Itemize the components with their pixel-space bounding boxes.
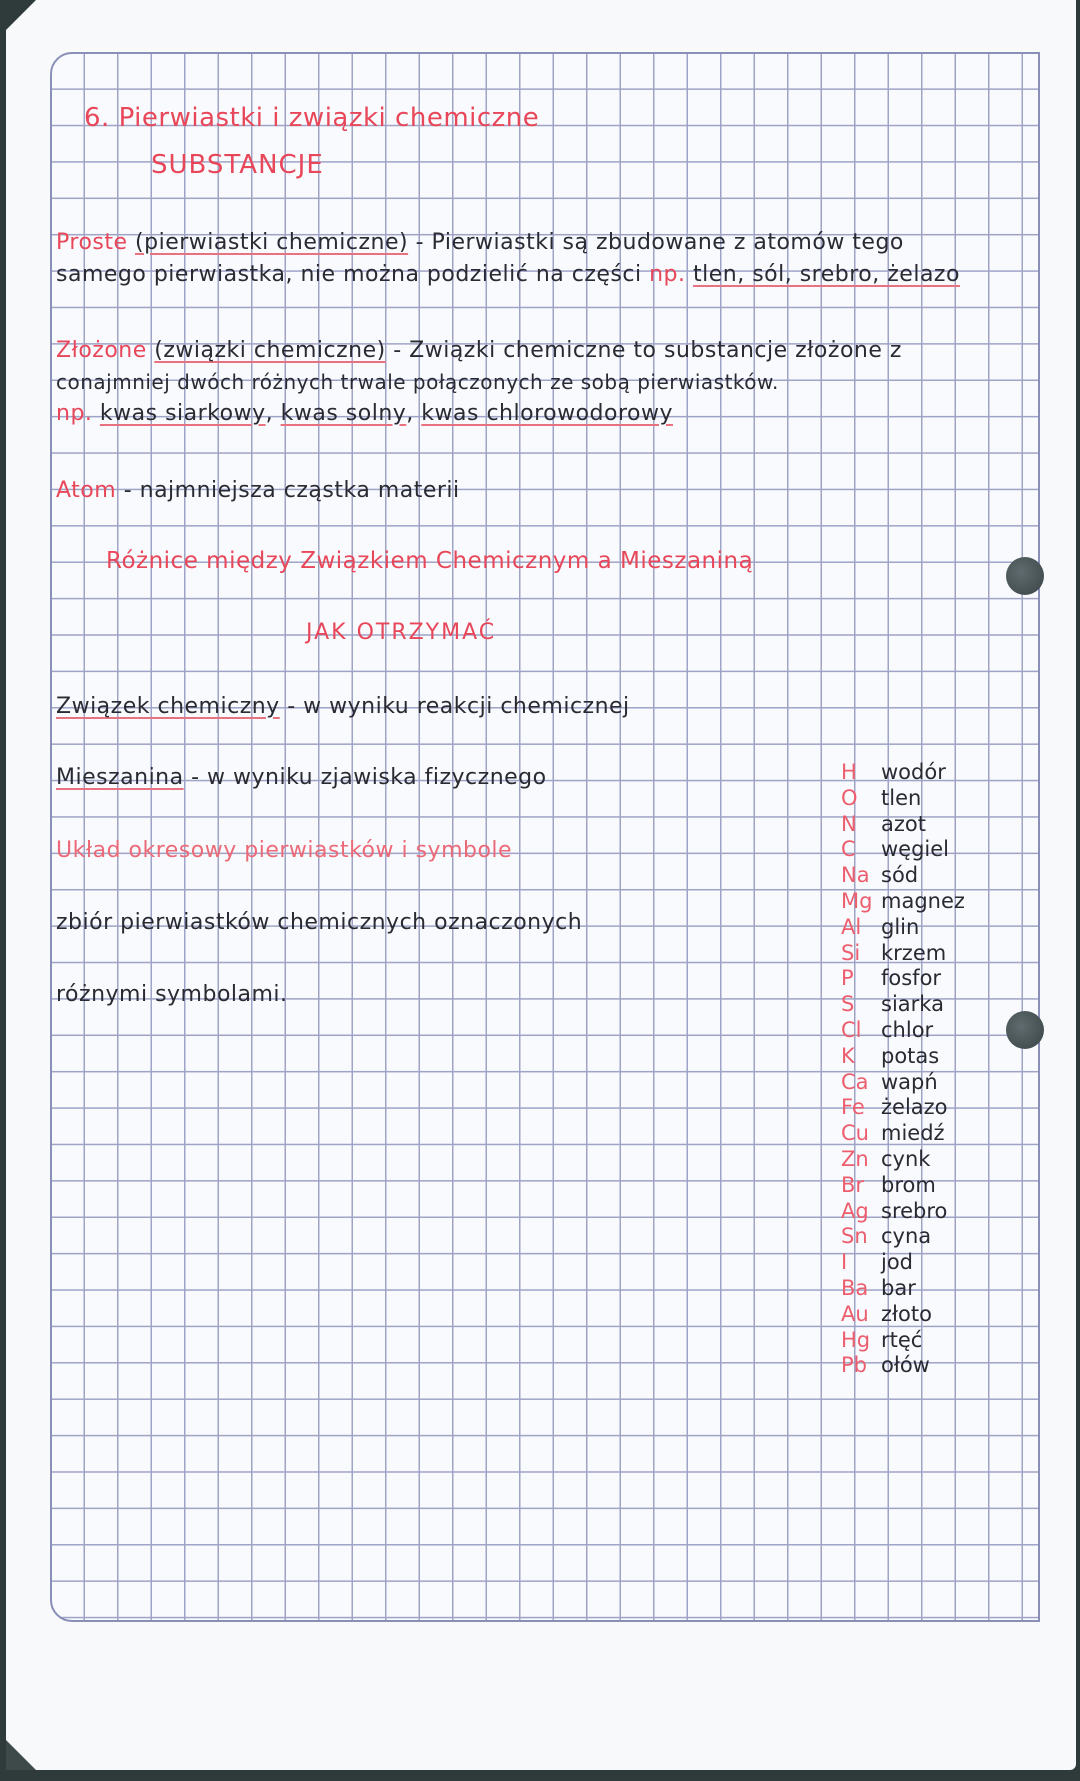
element-symbol: Al <box>841 914 862 939</box>
element-row <box>841 1224 965 1250</box>
element-name: srebro <box>881 1198 948 1223</box>
notebook-sheet <box>6 0 1076 1770</box>
zwiazek-term: Związek chemiczny <box>56 694 280 719</box>
element-symbol: Hg <box>841 1327 871 1352</box>
element-symbol: Na <box>841 863 870 888</box>
zlozone-line-3: np. kwas siarkowy, kwas solny, kwas chlorowodorowy <box>56 401 673 426</box>
zlozone-def-2: conajmniej dwóch różnych trwale połączonych ze sobą pierwiastków. <box>56 370 779 394</box>
element-row <box>841 1018 965 1044</box>
proste-def-1: - Pierwiastki są zbudowane z atomów tego <box>415 230 904 255</box>
element-name: miedź <box>881 1121 945 1146</box>
periodic-table-def-1: zbiór pierwiastków chemicznych oznaczonych <box>56 910 583 935</box>
element-symbol: Mg <box>841 888 873 913</box>
element-symbol: Zn <box>841 1146 869 1171</box>
element-name: wodór <box>881 760 946 784</box>
element-symbol: P <box>841 966 854 991</box>
element-symbol: Ca <box>841 1069 869 1094</box>
element-row <box>841 1121 965 1147</box>
element-row <box>841 863 965 889</box>
zwiazek-line <box>56 694 630 719</box>
zlozone-term: Złożone <box>56 338 147 363</box>
element-symbol: Br <box>841 1172 865 1197</box>
how-to-obtain-heading: JAK OTRZYMAĆ <box>306 620 497 645</box>
atom-line <box>56 478 460 503</box>
punch-hole <box>1006 1011 1044 1049</box>
element-symbol: C <box>841 837 856 862</box>
element-row <box>841 760 965 786</box>
element-symbol: O <box>841 785 858 810</box>
element-symbol: I <box>841 1250 848 1275</box>
element-symbol-list <box>841 760 965 1379</box>
element-row <box>841 1095 965 1121</box>
element-name: cyna <box>881 1224 932 1249</box>
element-name: siarka <box>881 992 944 1017</box>
element-symbol: Cl <box>841 1017 862 1042</box>
element-row <box>841 889 965 915</box>
proste-line-2 <box>56 262 960 287</box>
zlozone-example-2: kwas solny <box>280 401 407 426</box>
element-symbol: S <box>841 992 855 1017</box>
element-name: złoto <box>881 1301 932 1326</box>
page-corner <box>6 0 36 30</box>
mieszanina-def: - w wyniku zjawiska fizycznego <box>191 765 547 790</box>
proste-line-1 <box>56 230 904 255</box>
element-name: ołów <box>881 1353 930 1378</box>
element-symbol: K <box>841 1043 855 1068</box>
element-row <box>841 1199 965 1225</box>
section-heading: SUBSTANCJE <box>151 150 324 180</box>
element-name: chlor <box>881 1017 934 1042</box>
element-name: cynk <box>881 1146 931 1171</box>
element-name: bar <box>881 1275 916 1300</box>
element-name: brom <box>881 1172 936 1197</box>
element-symbol: Pb <box>841 1353 867 1378</box>
proste-examples: tlen, sól, srebro, żelazo <box>693 262 960 287</box>
element-symbol: Ba <box>841 1275 869 1300</box>
element-name: fosfor <box>881 966 942 991</box>
element-name: azot <box>881 811 926 836</box>
element-symbol: Ag <box>841 1198 869 1223</box>
element-name: sód <box>881 863 919 888</box>
element-row <box>841 1328 965 1354</box>
element-row <box>841 1044 965 1070</box>
zlozone-line-2 <box>56 370 779 394</box>
periodic-table-heading: Układ okresowy pierwiastków i symbole <box>56 838 513 863</box>
page-corner <box>6 1740 36 1770</box>
atom-def: - najmniejsza cząstka materii <box>123 478 460 503</box>
element-name: żelazo <box>881 1095 948 1120</box>
element-symbol: Sn <box>841 1224 868 1249</box>
element-name: magnez <box>881 888 965 913</box>
element-name: potas <box>881 1043 940 1068</box>
proste-def-2: samego pierwiastka, nie można podzielić na części <box>56 262 642 287</box>
element-name: wapń <box>881 1069 938 1094</box>
element-row <box>841 837 965 863</box>
proste-np: np. <box>649 262 686 287</box>
atom-term: Atom <box>56 478 117 503</box>
mieszanina-line <box>56 765 547 790</box>
element-row <box>841 1147 965 1173</box>
element-row <box>841 1302 965 1328</box>
element-symbol: Fe <box>841 1095 865 1120</box>
element-name: jod <box>881 1250 914 1275</box>
element-name: tlen <box>881 785 922 810</box>
element-row <box>841 992 965 1018</box>
element-symbol: Au <box>841 1301 869 1326</box>
mieszanina-term: Mieszanina <box>56 765 184 790</box>
zlozone-example-3: kwas chlorowodorowy <box>421 401 673 426</box>
zlozone-def-1: - Związki chemiczne to substancje złożone z <box>393 338 902 363</box>
differences-heading: Różnice między Związkiem Chemicznym a Mieszaniną <box>106 548 754 574</box>
element-name: węgiel <box>881 837 950 862</box>
page-title: 6. Pierwiastki i związki chemiczne <box>84 103 540 133</box>
element-name: krzem <box>881 940 947 965</box>
element-symbol: N <box>841 811 857 836</box>
element-row <box>841 786 965 812</box>
element-row <box>841 915 965 941</box>
periodic-table-def-2: różnymi symbolami. <box>56 982 288 1007</box>
element-name: rtęć <box>881 1327 923 1352</box>
element-row <box>841 1250 965 1276</box>
zlozone-paren: (związki chemiczne) <box>154 338 386 363</box>
zlozone-np: np. <box>56 401 93 426</box>
element-row <box>841 966 965 992</box>
element-row <box>841 812 965 838</box>
element-symbol: Cu <box>841 1121 869 1146</box>
proste-term: Proste <box>56 230 128 255</box>
element-row <box>841 1276 965 1302</box>
punch-hole <box>1006 557 1044 595</box>
element-row <box>841 1353 965 1379</box>
element-symbol: Si <box>841 940 861 965</box>
zwiazek-def: - w wyniku reakcji chemicznej <box>287 694 630 719</box>
zlozone-line-1 <box>56 338 902 363</box>
zlozone-example-1: kwas siarkowy <box>99 401 266 426</box>
element-row <box>841 1070 965 1096</box>
element-symbol: H <box>841 760 857 784</box>
element-name: glin <box>881 914 920 939</box>
proste-paren: (pierwiastki chemiczne) <box>135 230 409 255</box>
element-row <box>841 1173 965 1199</box>
element-row <box>841 941 965 967</box>
